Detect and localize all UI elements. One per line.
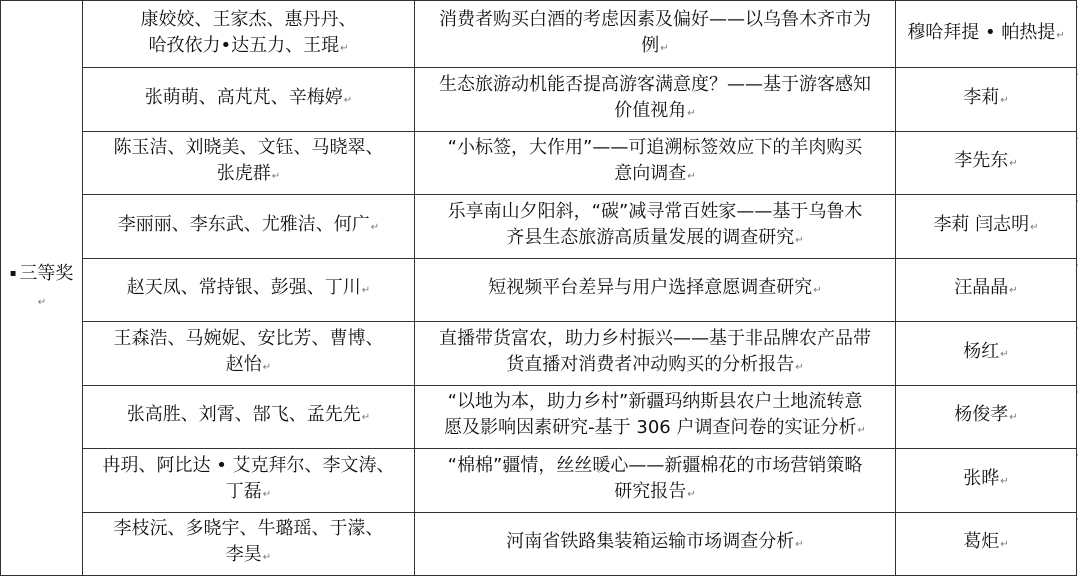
paragraph-mark-icon: ↵ [361,412,371,424]
advisor-cell [896,258,1077,322]
team-members-line [89,352,408,381]
team-members-cell [83,385,415,449]
paragraph-mark-icon: ↵ [262,361,272,373]
team-members-line [89,7,408,33]
team-members-line-text: 丁磊 [225,480,262,502]
advisor-name: 葛炬 [963,531,1000,553]
team-members-cell [83,322,415,386]
table-row [1,68,1077,132]
advisor-name: 杨俊孝 [954,404,1009,426]
advisor-cell [896,68,1077,132]
team-members-line-text: 康姣姣、王家杰、惠丹丹、 [140,8,357,30]
project-title-line-text: “棉棉”疆情，丝丝暖心——新疆棉花的市场营销策略 [447,454,863,476]
project-title-cell [415,322,896,386]
paragraph-mark-icon: ↵ [343,94,353,106]
row-end-mark-icon: · [1076,133,1079,144]
advisor-cell [896,131,1077,195]
team-members-cell [83,1,415,68]
row-end-mark-icon: · [1076,387,1079,398]
paragraph-mark-icon: ↵ [1000,94,1009,106]
award-table-body [1,1,1077,576]
team-members-line-text: 李昊 [225,544,262,566]
table-row [1,131,1077,195]
table-row [1,258,1077,322]
project-title-line [421,33,889,62]
project-title-line-text: “小标签，大作用”——可追溯标签效应下的羊肉购买 [447,137,863,159]
project-title-line-text: 直播带货富农，助力乡村振兴——基于非品牌农产品带 [439,327,871,349]
paragraph-mark-icon: ↵ [687,107,696,119]
table-row [1,512,1077,576]
team-members-cell [83,68,415,132]
project-title-line-text: 例 [641,34,660,56]
table-row [1,195,1077,259]
project-title-cell [415,131,896,195]
paragraph-mark-icon: ↵ [1009,285,1018,297]
project-title-cell [415,195,896,259]
project-title-line-text: 货直播对消费者冲动购买的分析报告 [506,353,795,375]
table-row [1,1,1077,68]
team-members-line-text: 哈孜依力•达五力、王琨 [148,34,340,56]
project-title-line-text: 齐县生态旅游高质量发展的调查研究 [506,226,795,248]
paragraph-mark-icon: ↵ [361,285,371,297]
paragraph-mark-icon: ↵ [1009,158,1018,170]
table-row [1,449,1077,513]
team-members-line [89,212,408,241]
paragraph-mark-icon: ↵ [795,361,804,373]
team-members-line [89,402,408,431]
advisor-cell [896,449,1077,513]
advisor-cell [896,385,1077,449]
paragraph-mark-icon: ↵ [340,42,349,54]
team-members-line-text: 李枝沅、多晓宇、牛璐瑶、于濛、 [113,518,384,540]
team-members-line-text: 张高胜、刘霄、郜飞、孟先先 [126,404,361,426]
project-title-line [421,7,889,33]
paragraph-mark-icon: ↵ [687,488,696,500]
paragraph-mark-icon: ↵ [262,488,272,500]
team-members-line [89,85,408,114]
row-end-mark-icon: · [1076,324,1079,334]
project-title-line-text: 河南省铁路集装箱运输市场调查分析 [506,531,795,553]
project-title-line-text: 短视频平台差异与用户选择意愿调查研究 [488,277,813,299]
team-members-line-text: 赵天凤、常持银、彭强、丁川 [126,277,361,299]
project-title-line-text: “以地为本，助力乡村”新疆玛纳斯县农户土地流转意 [447,391,863,413]
team-members-line-text: 陈玉洁、刘晓美、文钰、马晓翠、 [113,137,384,159]
project-title-cell [415,449,896,513]
paragraph-mark-icon: ↵ [795,234,804,246]
team-members-line-text: 李丽丽、李东武、尤雅洁、何广 [117,213,370,235]
project-title-cell [415,1,896,68]
table-row [1,322,1077,386]
project-title-cell [415,258,896,322]
team-members-line-text: 冉玥、阿比达 • 艾克拜尔、李文涛、 [102,454,395,476]
paragraph-mark-icon: ↵ [1000,475,1009,487]
row-end-mark-icon: · [1076,260,1079,271]
advisor-cell [896,322,1077,386]
advisor-name: 李莉 [963,86,1000,108]
project-title-line-text: 研究报告 [614,480,687,502]
project-title-cell [415,512,896,576]
paragraph-mark-icon: ↵ [813,285,822,297]
team-members-line [89,135,408,161]
project-title-line [421,529,889,558]
team-members-line [89,542,408,571]
paragraph-mark-icon: ↵ [1009,412,1018,424]
paragraph-mark-icon: ↵ [857,425,866,437]
advisor-name: 张晔 [963,467,1000,489]
paragraph-mark-icon: ↵ [262,552,272,564]
team-members-line [89,453,408,479]
project-title-line [421,415,889,444]
team-members-cell [83,131,415,195]
advisor-cell [896,1,1077,68]
advisor-name: 杨红 [963,340,1000,362]
team-members-line-text: 张虎群 [216,163,271,185]
row-end-mark-icon: · [1076,197,1079,207]
project-title-line [421,135,889,161]
team-members-line [89,275,408,304]
project-title-line-text: 价值视角 [614,99,687,121]
paragraph-mark-icon: ↵ [1000,348,1009,360]
team-members-line-text: 王森浩、马婉妮、安比芳、曹博、 [113,327,384,349]
team-members-line [89,479,408,508]
row-end-mark-icon: · [1076,514,1079,525]
paragraph-mark-icon: ↵ [1030,221,1039,233]
team-members-cell [83,512,415,576]
team-members-cell [83,449,415,513]
project-title-line [421,352,889,381]
prize-level-cell [1,1,83,576]
project-title-line [421,479,889,508]
team-members-line [89,326,408,352]
project-title-line [421,326,889,352]
team-members-cell [83,195,415,259]
paragraph-mark-icon: ↵ [37,296,47,308]
paragraph-mark-icon: ↵ [660,42,669,54]
team-members-line-text: 张萌萌、高芃芃、辛梅婷 [144,86,343,108]
project-title-line [421,72,889,98]
team-members-line [89,516,408,542]
project-title-line [421,98,889,127]
row-end-mark-icon: · [1076,3,1079,13]
advisor-name: 李先东 [954,150,1009,172]
project-title-line-text: 意向调查 [614,163,687,185]
table-row [1,385,1077,449]
paragraph-mark-icon: ↵ [370,221,380,233]
team-members-line-text: 赵怡 [225,353,262,375]
paragraph-mark-icon: ↵ [271,171,281,183]
paragraph-mark-icon: ↵ [795,539,804,551]
project-title-line-text: 消费者购买白酒的考虑因素及偏好——以乌鲁木齐市为 [439,8,871,30]
project-title-line [421,225,889,254]
team-members-line [89,161,408,190]
paragraph-mark-icon: ↵ [1056,29,1065,41]
row-end-mark-icon: · [1076,70,1079,80]
team-members-cell [83,258,415,322]
project-title-line [421,161,889,190]
project-title-line [421,453,889,479]
project-title-line-text: 乐享南山夕阳斜，“碳”减寻常百姓家——基于乌鲁木 [447,200,863,222]
row-end-mark-icon: · [1076,451,1079,461]
paragraph-mark-icon: ↵ [1000,539,1009,551]
project-title-line-text: 生态旅游动机能否提高游客满意度？——基于游客感知 [439,73,871,95]
project-title-line [421,199,889,225]
project-title-line [421,389,889,415]
project-title-cell [415,385,896,449]
project-title-line [421,275,889,304]
advisor-cell [896,195,1077,259]
advisor-name: 汪晶晶 [954,277,1009,299]
advisor-name: 穆哈拜提 • 帕热提 [907,21,1056,43]
team-members-line [89,33,408,62]
project-title-line-text: 愿及影响因素研究-基于 306 户调查问卷的实证分析 [444,417,857,439]
advisor-name: 李莉 闫志明 [933,213,1030,235]
prize-level-label: 三等奖 [19,262,74,284]
advisor-cell [896,512,1077,576]
paragraph-mark-icon: ↵ [687,171,696,183]
project-title-cell [415,68,896,132]
bullet-icon: ▪ [9,267,17,279]
